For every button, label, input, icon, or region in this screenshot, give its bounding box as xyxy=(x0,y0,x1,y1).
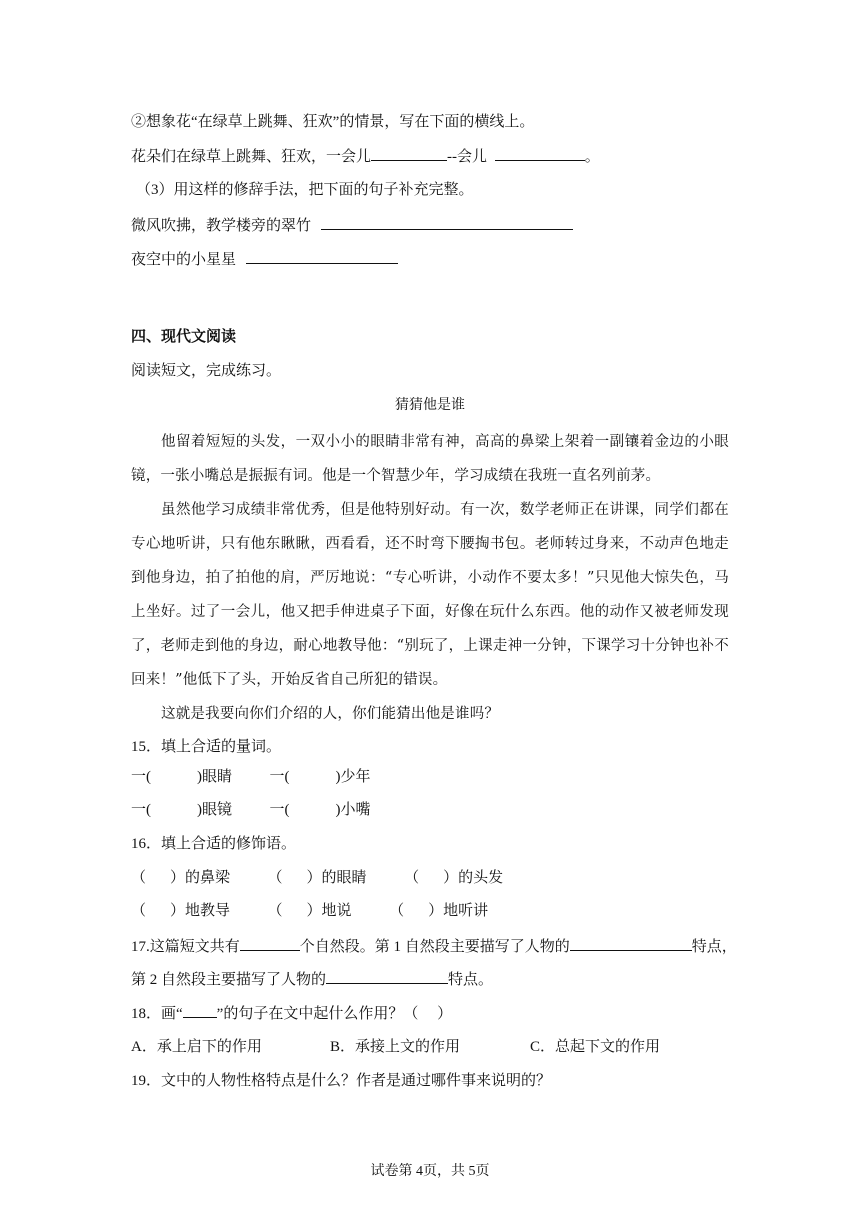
q16-word: ）的眼睛 xyxy=(306,870,367,886)
stars-sentence xyxy=(131,249,398,270)
q18-part-a: 18．画“ xyxy=(131,1006,183,1022)
option-a[interactable]: A．承上启下的作用 xyxy=(131,1039,262,1055)
q18-part-b: ”的句子在文中起什么作用？（ ） xyxy=(216,1006,453,1022)
q15-row-2 xyxy=(131,800,371,820)
page-footer: 试卷第 4页，共 5页 xyxy=(370,1164,490,1179)
answer-blank[interactable] xyxy=(240,936,300,951)
q16-row-2 xyxy=(131,901,488,921)
flowers-part-c: 。 xyxy=(584,149,600,165)
q16-paren-open: （ xyxy=(389,903,405,919)
q16-paren-open: （ xyxy=(267,903,283,919)
q16-word: ）的鼻梁 xyxy=(170,870,231,886)
answer-blank[interactable] xyxy=(246,249,398,264)
stars-text: 夜空中的小星星 xyxy=(131,252,237,268)
answer-blank[interactable] xyxy=(321,215,573,230)
q16-word: ）地教导 xyxy=(170,903,231,919)
q15-paren-open: 一( xyxy=(269,802,290,818)
answer-blank[interactable] xyxy=(326,969,448,984)
q17-part-e: 特点。 xyxy=(448,972,494,988)
article-paragraph-3: 这就是我要向你们介绍的人，你们能猜出他是谁吗？ xyxy=(161,706,500,722)
q16-paren-open: （ xyxy=(267,870,283,886)
q17-part-c: 特点， xyxy=(691,939,737,955)
answer-blank[interactable] xyxy=(570,936,692,951)
q16-word: ）地听讲 xyxy=(428,903,489,919)
section-heading: 四、现代文阅读 xyxy=(131,329,237,345)
question-17-line-2 xyxy=(131,969,493,990)
q16-word: ）地说 xyxy=(306,903,352,919)
answer-blank[interactable] xyxy=(495,146,585,161)
q15-paren-open: 一( xyxy=(131,802,151,818)
q17-part-d: 第 2 自然段主要描写了人物的 xyxy=(131,972,327,988)
flowers-part-b: --会儿 xyxy=(447,149,488,165)
question-17-line-1 xyxy=(131,936,737,957)
reading-instruction: 阅读短文，完成练习。 xyxy=(131,363,282,379)
q15-word: )小嘴 xyxy=(335,802,371,818)
flowers-sentence xyxy=(131,146,600,167)
breeze-text: 微风吹拂，教学楼旁的翠竹 xyxy=(131,218,312,234)
q16-row-1 xyxy=(131,868,503,888)
q15-paren-open: 一( xyxy=(269,769,290,785)
q15-word: )眼睛 xyxy=(197,769,232,785)
question-18 xyxy=(131,1003,452,1024)
q16-paren-open: （ xyxy=(131,870,147,886)
flowers-part-a: 花朵们在绿草上跳舞、狂欢，一会儿 xyxy=(131,149,372,165)
question-15: 15．填上合适的量词。 xyxy=(131,739,282,755)
answer-blank[interactable] xyxy=(371,146,447,161)
q15-word: )少年 xyxy=(335,769,371,785)
underline-mark xyxy=(183,1003,217,1018)
question-3: （3）用这样的修辞手法，把下面的句子补充完整。 xyxy=(136,182,474,198)
question-19: 19．文中的人物性格特点是什么？作者是通过哪件事来说明的？ xyxy=(131,1073,552,1089)
q15-word: )眼镜 xyxy=(197,802,232,818)
article-body xyxy=(131,425,729,731)
q17-part-a: 17.这篇短文共有 xyxy=(131,939,240,955)
q16-paren-open: （ xyxy=(131,903,147,919)
q16-word: ）的头发 xyxy=(443,870,504,886)
option-b[interactable]: B．承接上文的作用 xyxy=(330,1039,461,1055)
q18-options xyxy=(131,1037,660,1057)
article-paragraph-2: 虽然他学习成绩非常优秀，但是他特别好动。有一次，数学老师正在讲课，同学们都在专心地听讲，只有他东瞅瞅，西看看，还不时弯下腰掏书包。老师转过身来，不动声色地走到他身边，拍了拍他的肩，严厉地说：“专心听讲，小动作不要太多！”只见他大惊失色，马上坐好。过了一会儿，他又把手伸进桌子下面，好像在玩什么东西。他的动作又被老师发现了，老师走到他的身边，耐心地教导他：“别玩了，上课走神一分钟，下课学习十分钟也补不回来！”他低下了头，开始反省自己所犯的错误。 xyxy=(131,502,729,688)
q15-row-1 xyxy=(131,767,371,787)
article-title: 猜猜他是谁 xyxy=(395,397,465,413)
breeze-sentence xyxy=(131,215,573,236)
article-paragraph-1: 他留着短短的头发，一双小小的眼睛非常有神，高高的鼻梁上架着一副镶着金边的小眼镜，一张小嘴总是振振有词。他是一个智慧少年，学习成绩在我班一直名列前茅。 xyxy=(131,434,729,484)
question-imagine: ②想象花“在绿草上跳舞、狂欢”的情景，写在下面的横线上。 xyxy=(131,114,535,130)
question-16: 16．填上合适的修饰语。 xyxy=(131,836,297,852)
option-c[interactable]: C．总起下文的作用 xyxy=(530,1039,661,1055)
q15-paren-open: 一( xyxy=(131,769,151,785)
q16-paren-open: （ xyxy=(404,870,420,886)
q17-part-b: 个自然段。第 1 自然段主要描写了人物的 xyxy=(299,939,570,955)
